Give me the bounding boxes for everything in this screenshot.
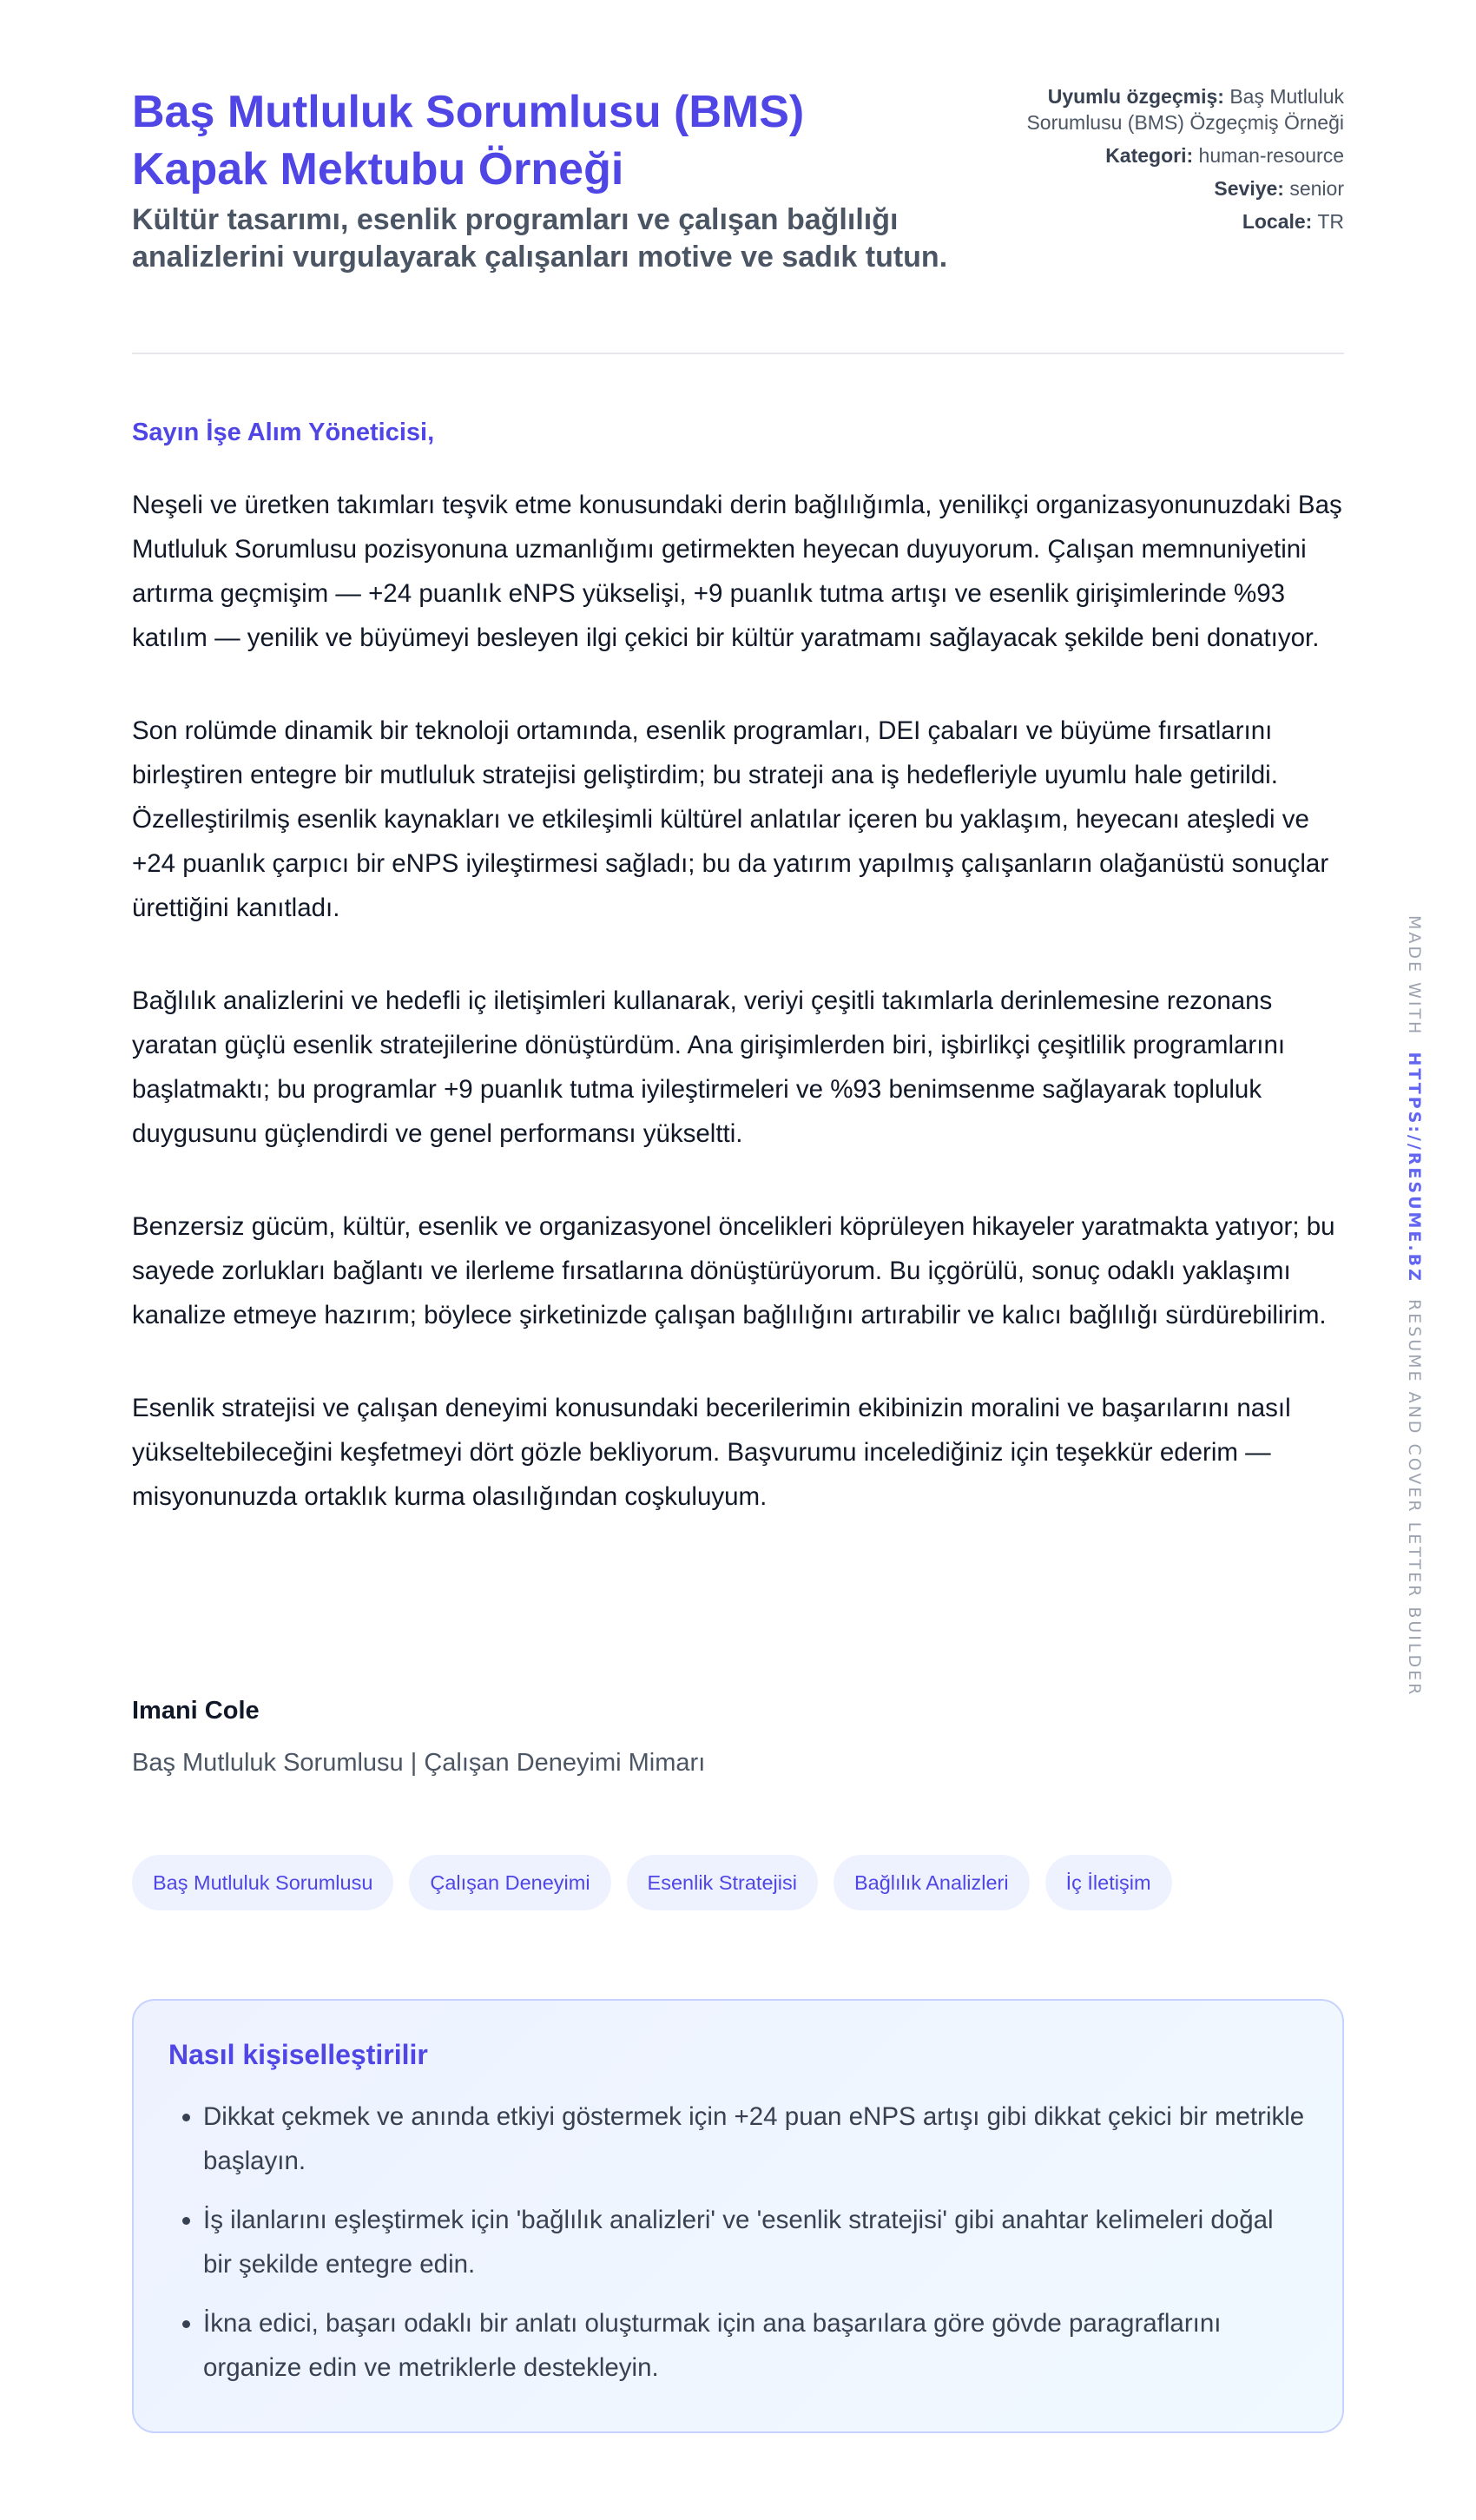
meta-level [997, 175, 1344, 201]
cover-letter-page [132, 0, 1344, 2382]
meta-label: Locale: [1242, 210, 1313, 233]
letter-body [132, 483, 1344, 1567]
meta-value-link[interactable]: Baş Mutluluk Sorumlusu (BMS) Özgeçmiş Örneği [1026, 85, 1344, 134]
letter-paragraph: Benzersiz gücüm, kültür, esenlik ve organizasyonel öncelikleri köprüleyen hikayeler yaratmakta yatıyor; bu sayede zorlukları bağlantı ve ilerleme fırsatlarına dönüştürüyorum. Bu içgörülü, sonuç odaklı yaklaşımı kanalize etmeye hazırım; böylece şirketinizde çalışan bağlılığını artırabilir ve kalıcı bağlılığı sürdürebilirim. [132, 1212, 1335, 1329]
tag-chip[interactable]: İç İletişim [1045, 1855, 1172, 1910]
side-credit [1403, 915, 1426, 1698]
tip-item: • İkna edici, başarı odaklı bir anlatı oluşturmak için ana başarılara göre gövde paragraflarını organize edin ve metriklerle destekleyin. [203, 2301, 1308, 2390]
meta-panel [997, 83, 1344, 241]
tag-chip[interactable]: Esenlik Stratejisi [627, 1855, 818, 1910]
meta-label: Uyumlu özgeçmiş: [1047, 85, 1224, 108]
tips-title: Nasıl kişiselleştirilir [168, 2039, 428, 2070]
tag-chip[interactable]: Bağlılık Analizleri [834, 1855, 1030, 1910]
signature-title: Baş Mutluluk Sorumlusu | Çalışan Deneyimi Mimarı [132, 1749, 706, 1777]
meta-category [997, 142, 1344, 168]
letter-paragraph: Bağlılık analizlerini ve hedefli iç iletişimleri kullanarak, veriyi çeşitli takımlarla derinlemesine rezonans yaratan güçlü esenlik stratejilerine dönüştürdüm. Ana girişimlerden biri, işbirlikçi çeşitlilik programlarını başlatmaktı; bu programlar +9 puanlık tutma iyileştirmeleri ve %93 benimsenme sağlayarak topluluk duygusunu güçlendirdi ve genel performansı yükseltti. [132, 986, 1286, 1148]
tip-item: • Dikkat çekmek ve anında etkiyi göstermek için +24 puan eNPS artışı gibi dikkat çekici bir metrikle başlayın. [203, 2095, 1308, 2183]
letter-paragraph: Esenlik stratejisi ve çalışan deneyimi konusundaki becerilerimin ekibinizin moralini ve başarılarını nasıl yükseltebileceğini keşfetmeyi dört gözle bekliyorum. Başvurumu incelediğiniz için teşekkür ederim — misyonunuzda ortaklık kurma olasılığından coşkuluyum. [132, 1394, 1291, 1511]
tag-list [132, 1855, 1172, 1910]
credit-suffix: RESUME AND COVER LETTER BUILDER [1405, 1298, 1424, 1698]
meta-locale [997, 208, 1344, 234]
meta-value: TR [1317, 210, 1344, 233]
signature-name: Imani Cole [132, 1697, 260, 1725]
meta-label: Seviye: [1214, 177, 1284, 200]
meta-value: human-resource [1198, 144, 1344, 167]
meta-value: senior [1289, 177, 1344, 200]
tip-item: • İş ilanlarını eşleştirmek için 'bağlılık analizleri' ve 'esenlik stratejisi' gibi anahtar kelimeleri doğal bir şekilde entegre edin. [203, 2198, 1308, 2286]
page-title: Baş Mutluluk Sorumlusu (BMS) Kapak Mektubu Örneği [132, 87, 805, 195]
letter-salutation: Sayın İşe Alım Yöneticisi, [132, 419, 435, 446]
meta-compatible-resume [997, 83, 1344, 135]
credit-link[interactable]: HTTPS://RESUME.BZ [1405, 1052, 1424, 1283]
tag-chip[interactable]: Çalışan Deneyimi [409, 1855, 610, 1910]
meta-label: Kategori: [1105, 144, 1194, 167]
personalization-tips-box [132, 1999, 1344, 2433]
tag-chip[interactable]: Baş Mutluluk Sorumlusu [132, 1855, 393, 1910]
tips-list [168, 2095, 1308, 2390]
page-subtitle: Kültür tasarımı, esenlik programları ve çalışan bağlılığı analizlerini vurgulayarak çalışanları motive ve sadık tutun. [132, 203, 948, 274]
letter-paragraph: Son rolümde dinamik bir teknoloji ortamında, esenlik programları, DEI çabaları ve büyüme fırsatlarını birleştiren entegre bir mutluluk stratejisi geliştirdim; bu strateji ana iş hedefleriyle uyumlu hale getirildi. Özelleştirilmiş esenlik kaynakları ve etkileşimli kültürel anlatılar içeren bu yaklaşım, heyecanı ateşledi ve +24 puanlık çarpıcı bir eNPS iyileştirmesi sağladı; bu da yatırım yapılmış çalışanların olağanüstü sonuçlar ürettiğini kanıtladı. [132, 716, 1329, 922]
letter-paragraph: Neşeli ve üretken takımları teşvik etme konusundaki derin bağlılığımla, yenilikçi organizasyonunuzdaki Baş Mutluluk Sorumlusu pozisyonuna uzmanlığımı getirmekten heyecan duyuyorum. Çalışan memnuniyetini artırma geçmişim — +24 puanlık eNPS yükselişi, +9 puanlık tutma artışı ve esenlik girişimlerinde %93 katılım — yenilik ve büyümeyi besleyen ilgi çekici bir kültür yaratmamı sağlayacak şekilde beni donatıyor. [132, 491, 1342, 652]
page-header [132, 0, 1344, 354]
credit-prefix: MADE WITH [1405, 915, 1424, 1037]
